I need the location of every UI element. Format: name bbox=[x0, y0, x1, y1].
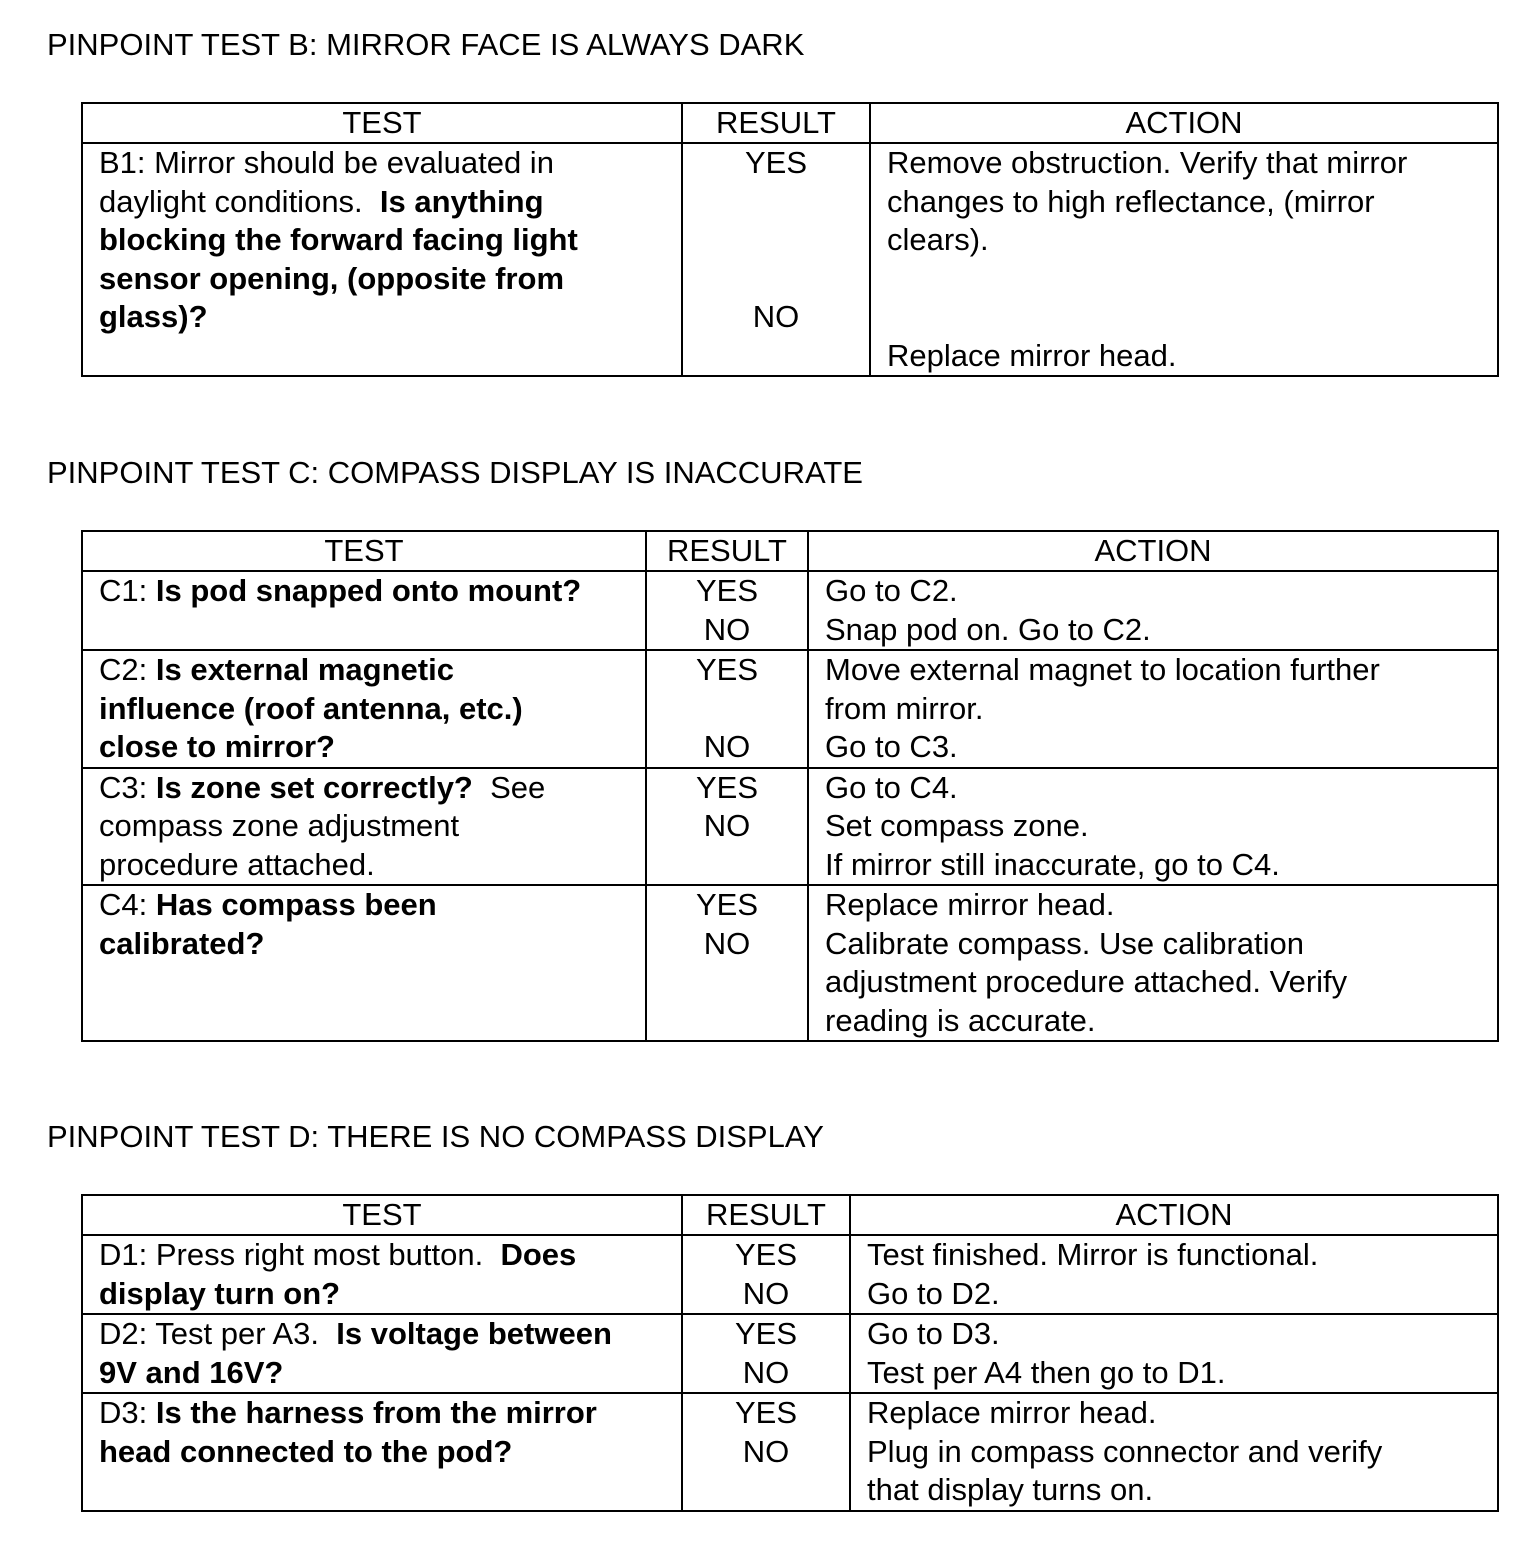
column-header-action: ACTION bbox=[870, 103, 1498, 143]
result-cell-c1 bbox=[646, 571, 808, 650]
result-yes: YES bbox=[695, 652, 759, 687]
test-id: C3: bbox=[99, 769, 156, 805]
result-yes: YES bbox=[695, 573, 759, 608]
action-yes-line: Remove obstruction. Verify that mirror bbox=[887, 145, 1408, 180]
action-no-line: Plug in compass connector and verify bbox=[867, 1433, 1383, 1469]
test-question: Is pod snapped onto mount? bbox=[155, 573, 582, 608]
test-line bbox=[99, 769, 637, 808]
table-row-c4 bbox=[82, 885, 1498, 1041]
result-no: NO bbox=[752, 299, 800, 334]
test-cell-c1 bbox=[82, 571, 646, 650]
result-yes: YES bbox=[734, 1316, 798, 1351]
test-line bbox=[99, 1236, 673, 1275]
table-row-c2 bbox=[82, 650, 1498, 768]
test-id: C2: bbox=[99, 652, 156, 687]
column-header-test: TEST bbox=[82, 1195, 682, 1235]
table-row-d1 bbox=[82, 1235, 1498, 1314]
test-description: Press right most button. bbox=[155, 1237, 501, 1272]
test-question-line: close to mirror? bbox=[99, 729, 335, 764]
test-line bbox=[99, 651, 637, 690]
action-no-line: Set compass zone. bbox=[825, 808, 1089, 843]
action-cell-c1 bbox=[808, 571, 1498, 650]
column-header-test: TEST bbox=[82, 103, 682, 143]
result-yes: YES bbox=[744, 145, 808, 180]
test-cell-c4 bbox=[82, 885, 646, 1041]
test-id: D2: bbox=[99, 1316, 156, 1351]
test-line bbox=[99, 144, 673, 221]
test-id: B1: bbox=[99, 145, 155, 180]
section-b-heading: PINPOINT TEST B: MIRROR FACE IS ALWAYS DARK bbox=[47, 27, 805, 62]
pinpoint-test-d-table bbox=[81, 1194, 1499, 1512]
pinpoint-test-c-table bbox=[81, 530, 1499, 1042]
action-no-line: Go to C3. bbox=[825, 729, 958, 764]
action-yes-line: Go to C4. bbox=[825, 769, 958, 805]
column-header-action: ACTION bbox=[808, 531, 1498, 571]
test-question: Has compass been bbox=[155, 887, 437, 922]
column-header-test: TEST bbox=[82, 531, 646, 571]
action-cell-c2 bbox=[808, 650, 1498, 768]
result-no: NO bbox=[703, 611, 751, 647]
result-cell-d3 bbox=[682, 1393, 850, 1511]
header-row bbox=[82, 103, 1498, 143]
result-no: NO bbox=[703, 729, 751, 764]
action-cell-c4 bbox=[808, 885, 1498, 1041]
result-yes: YES bbox=[734, 1395, 798, 1430]
action-cell-b1 bbox=[870, 143, 1498, 376]
header-row bbox=[82, 531, 1498, 571]
section-d-heading: PINPOINT TEST D: THERE IS NO COMPASS DISPLAY bbox=[47, 1119, 824, 1154]
section-c-heading: PINPOINT TEST C: COMPASS DISPLAY IS INACCURATE bbox=[47, 455, 863, 490]
test-line bbox=[99, 886, 637, 925]
test-question-line: glass)? bbox=[99, 299, 208, 334]
test-cell-d3 bbox=[82, 1393, 682, 1511]
test-note: See bbox=[472, 769, 546, 805]
action-yes-line: Move external magnet to location further bbox=[825, 652, 1380, 687]
action-yes-line: Test finished. Mirror is functional. bbox=[867, 1237, 1319, 1272]
test-question-line: head connected to the pod? bbox=[99, 1433, 513, 1469]
column-header-result: RESULT bbox=[682, 103, 870, 143]
action-cell-d2 bbox=[850, 1314, 1498, 1393]
test-question: Is anything bbox=[379, 183, 544, 219]
result-no: NO bbox=[703, 808, 751, 843]
action-no-line: Calibrate compass. Use calibration bbox=[825, 925, 1304, 961]
result-cell-b1 bbox=[682, 143, 870, 376]
test-cell-d2 bbox=[82, 1314, 682, 1393]
action-no-line: adjustment procedure attached. Verify bbox=[825, 964, 1348, 999]
action-no-line: reading is accurate. bbox=[825, 1002, 1096, 1038]
test-question-line: sensor opening, (opposite from bbox=[99, 260, 565, 296]
test-cell-d1 bbox=[82, 1235, 682, 1314]
test-question-line: influence (roof antenna, etc.) bbox=[99, 690, 523, 726]
test-description: Test per A3. bbox=[155, 1316, 337, 1351]
test-id: C1: bbox=[99, 573, 156, 608]
action-yes-line: from mirror. bbox=[825, 690, 984, 726]
action-no-line: Snap pod on. Go to C2. bbox=[825, 611, 1151, 647]
column-header-result: RESULT bbox=[682, 1195, 850, 1235]
test-note-line: compass zone adjustment bbox=[99, 808, 460, 843]
action-no-line: Test per A4 then go to D1. bbox=[867, 1354, 1226, 1390]
test-question: Is external magnetic bbox=[155, 652, 454, 687]
action-yes-line: clears). bbox=[887, 222, 989, 257]
result-yes: YES bbox=[695, 887, 759, 922]
table-row-d3 bbox=[82, 1393, 1498, 1511]
test-question: Is zone set correctly? bbox=[155, 769, 473, 805]
test-question-line: 9V and 16V? bbox=[99, 1354, 284, 1390]
test-question: Is voltage between bbox=[336, 1316, 612, 1351]
action-yes-line: Go to D3. bbox=[867, 1316, 1000, 1351]
header-row bbox=[82, 1195, 1498, 1235]
result-no: NO bbox=[703, 925, 751, 961]
test-question-line: blocking the forward facing light bbox=[99, 222, 578, 257]
action-no-line: If mirror still inaccurate, go to C4. bbox=[825, 846, 1280, 882]
action-no-line: Replace mirror head. bbox=[887, 337, 1177, 373]
result-cell-c4 bbox=[646, 885, 808, 1041]
action-no-line: Go to D2. bbox=[867, 1275, 1000, 1311]
column-header-result: RESULT bbox=[646, 531, 808, 571]
pinpoint-test-b-table bbox=[81, 102, 1499, 377]
test-note-line: procedure attached. bbox=[99, 846, 375, 882]
result-cell-c2 bbox=[646, 650, 808, 768]
test-question-line: display turn on? bbox=[99, 1275, 341, 1311]
table-row-c1 bbox=[82, 571, 1498, 650]
test-id: C4: bbox=[99, 887, 156, 922]
test-id: D3: bbox=[99, 1395, 156, 1430]
test-cell-c3 bbox=[82, 768, 646, 886]
test-description: Mirror should be evaluated in daylight conditions. bbox=[99, 145, 554, 219]
test-line bbox=[99, 572, 637, 611]
table-row-b1 bbox=[82, 143, 1498, 376]
table-row-c3 bbox=[82, 768, 1498, 886]
column-header-action: ACTION bbox=[850, 1195, 1498, 1235]
action-no-line: that display turns on. bbox=[867, 1472, 1154, 1507]
test-cell-c2 bbox=[82, 650, 646, 768]
test-question-line: calibrated? bbox=[99, 925, 265, 961]
test-line bbox=[99, 1394, 673, 1433]
result-cell-d1 bbox=[682, 1235, 850, 1314]
test-cell-b1 bbox=[82, 143, 682, 376]
test-id: D1: bbox=[99, 1237, 156, 1272]
result-no: NO bbox=[742, 1433, 790, 1469]
test-line bbox=[99, 1315, 673, 1354]
result-no: NO bbox=[742, 1275, 790, 1311]
result-no: NO bbox=[742, 1354, 790, 1390]
table-row-d2 bbox=[82, 1314, 1498, 1393]
action-cell-d1 bbox=[850, 1235, 1498, 1314]
test-question: Is the harness from the mirror bbox=[155, 1395, 597, 1430]
result-cell-d2 bbox=[682, 1314, 850, 1393]
action-yes-line: Replace mirror head. bbox=[867, 1395, 1157, 1430]
action-yes-line: Go to C2. bbox=[825, 573, 958, 608]
result-cell-c3 bbox=[646, 768, 808, 886]
action-yes-line: changes to high reflectance, (mirror bbox=[887, 183, 1375, 219]
action-yes-line: Replace mirror head. bbox=[825, 887, 1115, 922]
result-yes: YES bbox=[734, 1237, 798, 1272]
result-yes: YES bbox=[695, 769, 759, 805]
test-question: Does bbox=[500, 1237, 577, 1272]
action-cell-d3 bbox=[850, 1393, 1498, 1511]
action-cell-c3 bbox=[808, 768, 1498, 886]
